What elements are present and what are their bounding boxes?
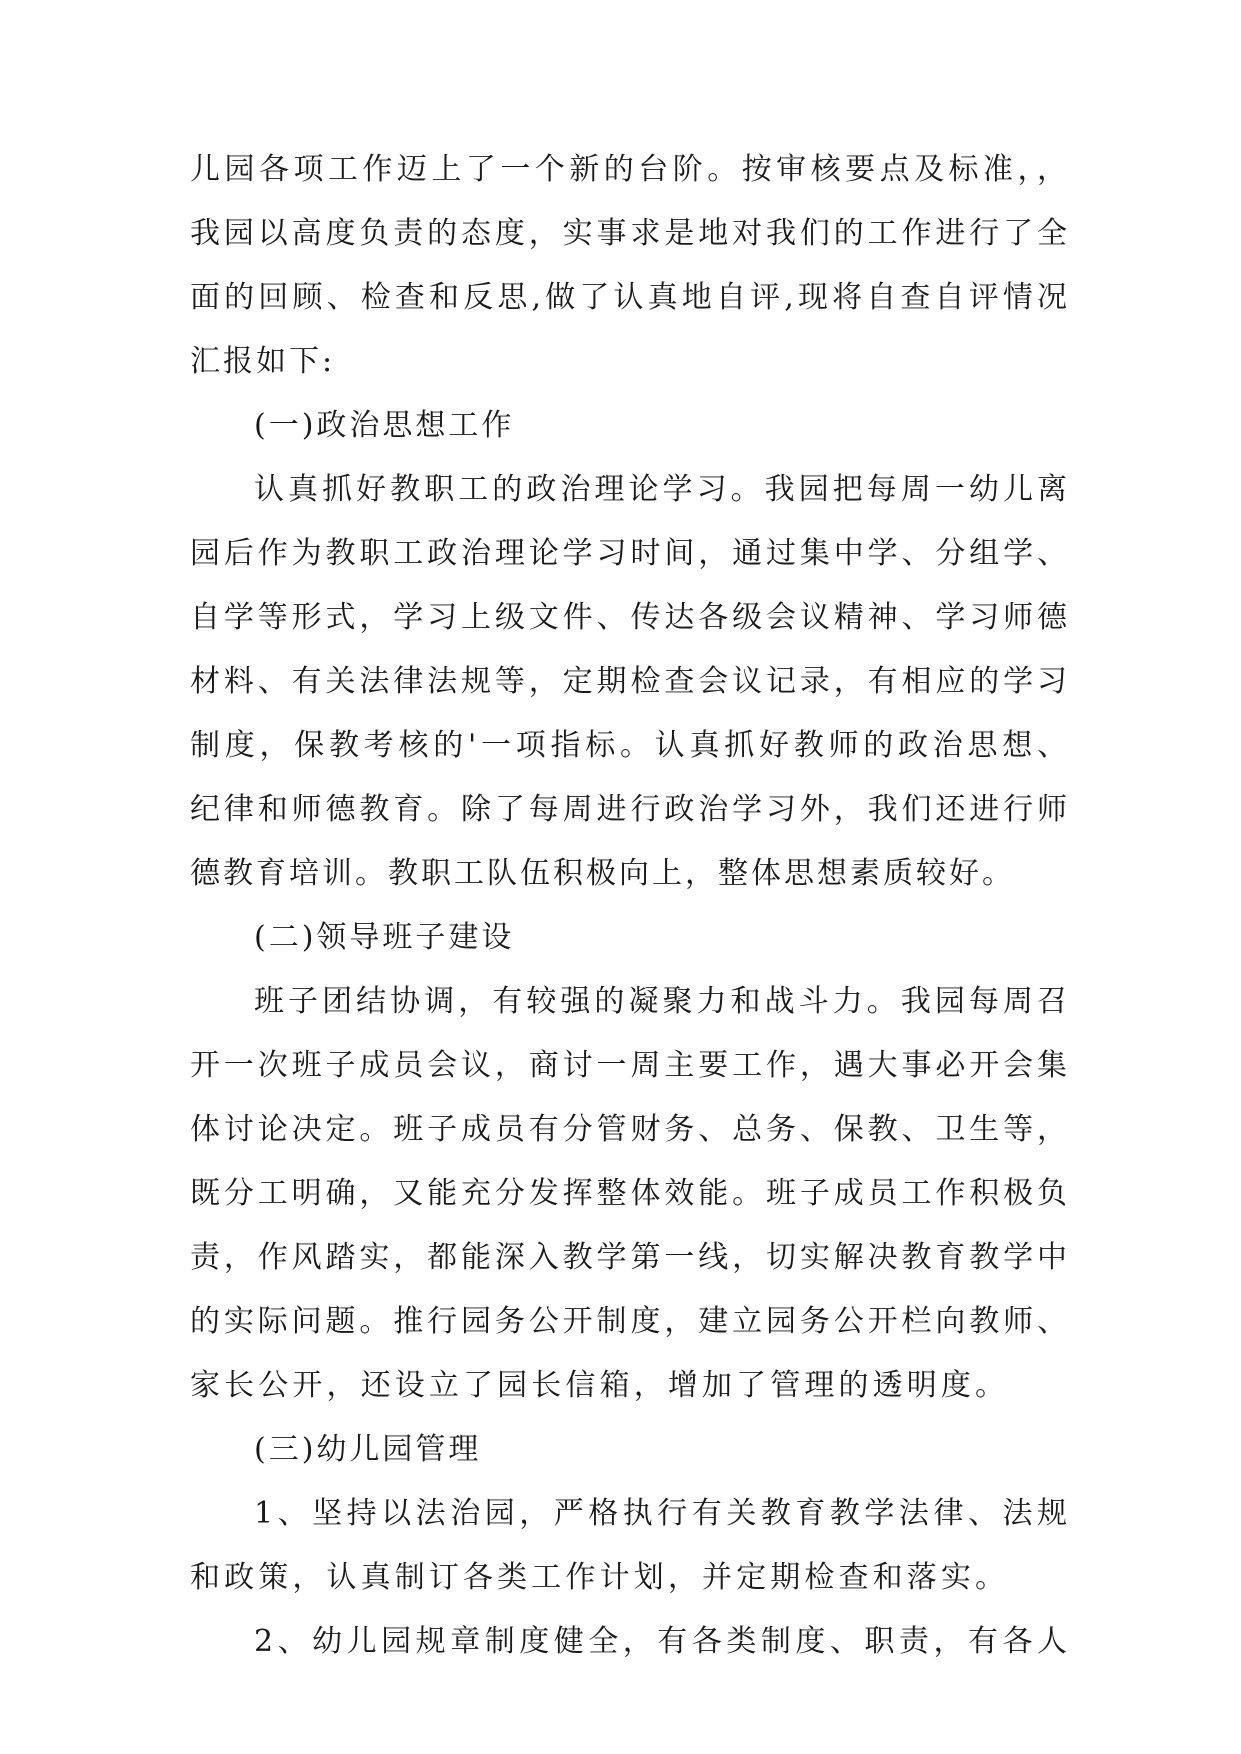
body-text-line: 我园以高度负责的态度，实事求是地对我们的工作进行了全	[190, 216, 1070, 251]
body-text-line: 体讨论决定。班子成员有分管财务、总务、保教、卫生等，	[190, 1112, 1070, 1147]
body-text-line: 德教育培训。教职工队伍积极向上，整体思想素质较好。	[190, 856, 1015, 891]
body-text-line: 班子团结协调，有较强的凝聚力和战斗力。我园每周召	[254, 984, 1070, 1019]
body-text-line: 家长公开，还设立了园长信箱，增加了管理的透明度。	[190, 1368, 1008, 1403]
body-text-line: 汇报如下:	[190, 344, 336, 379]
body-text-line: 纪律和师德教育。除了每周进行政治学习外，我们还进行师	[190, 792, 1070, 827]
body-text-line: 园后作为教职工政治理论学习时间，通过集中学、分组学、	[190, 536, 1070, 571]
section-heading: (一)政治思想工作	[254, 408, 515, 443]
body-text-line: 责，作风踏实，都能深入教学第一线，切实解决教育教学中	[190, 1240, 1070, 1275]
body-text-line: 的实际问题。推行园务公开制度，建立园务公开栏向教师、	[190, 1304, 1070, 1339]
body-text-line: 和政策，认真制订各类工作计划，并定期检查和落实。	[190, 1560, 1008, 1595]
body-text-line: 1、坚持以法治园，严格执行有关教育教学法律、法规	[254, 1496, 1070, 1531]
body-text-line: 认真抓好教职工的政治理论学习。我园把每周一幼儿离	[254, 472, 1070, 507]
body-text-line: 自学等形式，学习上级文件、传达各级会议精神、学习师德	[190, 600, 1070, 635]
body-text-line: 材料、有关法律法规等，定期检查会议记录，有相应的学习	[190, 664, 1070, 699]
body-text-line: 面的回顾、检查和反思,做了认真地自评,现将自查自评情况	[190, 280, 1070, 315]
body-text-line: 2、幼儿园规章制度健全，有各类制度、职责，有各人	[254, 1624, 1070, 1659]
body-text-line: 开一次班子成员会议，商讨一周主要工作，遇大事必开会集	[190, 1048, 1070, 1083]
section-heading: (三)幼儿园管理	[254, 1432, 482, 1467]
section-heading: (二)领导班子建设	[254, 920, 515, 955]
body-text-line: 制度，保教考核的'一项指标。认真抓好教师的政治思想、	[190, 728, 1070, 763]
body-text-line: 既分工明确，又能充分发挥整体效能。班子成员工作积极负	[190, 1176, 1070, 1211]
body-text-line: 儿园各项工作迈上了一个新的台阶。按审核要点及标准，，	[190, 152, 1070, 187]
